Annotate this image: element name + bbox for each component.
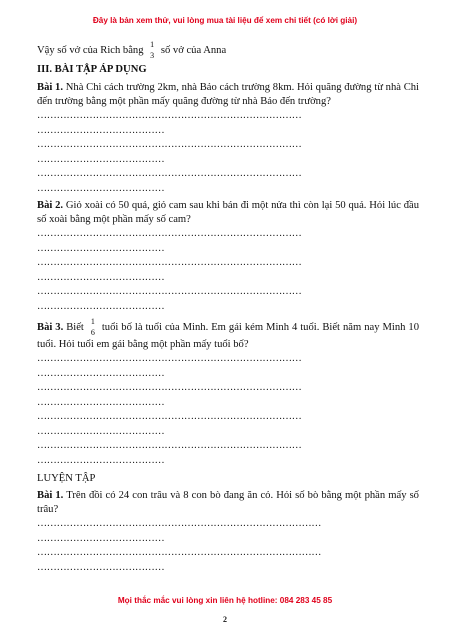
answer-line: …………………………………………………………………………… — [37, 547, 322, 558]
exercise-3-text: tuổi bố là tuổi của Minh. Em gái kém Minh 4 tuổi. Biết năm nay Minh 10 tuổi. Hỏi tuổi em gái bằng một phần mấy tuổi bố? — [37, 321, 419, 350]
answer-line: ……………………………………………………………………… — [37, 286, 302, 297]
frac-numerator: 1 — [90, 317, 95, 326]
practice-exercise-1-label: Bài 1. — [37, 490, 64, 501]
practice-heading: LUYỆN TẬP — [37, 473, 96, 484]
preview-banner: Đây là bản xem thử, vui lòng mua tài liệu để xem chi tiết (có lời giải) — [92, 16, 358, 25]
answer-line: ………………………………… — [37, 300, 165, 312]
answer-line: ………………………………… — [37, 454, 165, 466]
frac-denominator: 3 — [150, 51, 155, 60]
frac-denominator: 6 — [90, 328, 95, 337]
answer-line: ……………………………………………………………………… — [37, 168, 302, 179]
section-title: III. BÀI TẬP ÁP DỤNG — [37, 64, 147, 75]
answer-line: …………………………………………………………………………… — [37, 518, 322, 529]
exercise-3-before: Biết — [66, 321, 84, 333]
fraction-one-sixth — [91, 317, 95, 338]
answer-line: ……………………………………………………………………… — [37, 353, 302, 364]
exercise-2-text: Giỏ xoài có 50 quả, giỏ cam sau khi bán đi một nửa thì còn lại 50 quả. Hỏi lúc đầu số xoài bằng một phần mấy số cam? — [37, 200, 419, 225]
exercise-1-text: Nhà Chi cách trường 2km, nhà Bảo cách trường 8km. Hỏi quãng đường từ nhà Chi đến trường bằng một phần mấy quãng đường từ nhà Bảo đến trường? — [37, 82, 420, 107]
answer-line: ………………………………… — [37, 532, 165, 544]
answer-line: ………………………………… — [37, 182, 165, 194]
answer-line: ……………………………………………………………………… — [37, 411, 302, 422]
answer-line: ……………………………………………………………………… — [37, 257, 302, 268]
document-body — [37, 40, 419, 575]
practice-exercise-1 — [37, 489, 419, 517]
answer-lines-1 — [37, 109, 419, 196]
intro-after: số vở của Anna — [160, 44, 227, 56]
answer-line: ……………………………………………………………………… — [37, 440, 302, 451]
answer-line: ………………………………… — [37, 396, 165, 408]
answer-line: ………………………………… — [37, 153, 165, 165]
practice-exercise-1-text: Trên đồi có 24 con trâu và 8 con bò đang ăn cỏ. Hỏi số bò bằng một phần mấy số trâu? — [37, 490, 419, 515]
answer-line: ……………………………………………………………………… — [37, 228, 302, 239]
frac-numerator: 1 — [150, 40, 155, 49]
answer-line: ……………………………………………………………………… — [37, 382, 302, 393]
intro-line — [37, 40, 419, 61]
exercise-2 — [37, 199, 419, 227]
answer-line: ………………………………… — [37, 425, 165, 437]
intro-before: Vậy số vở của Rich bằng — [37, 44, 144, 56]
exercise-3 — [37, 317, 419, 352]
answer-line: ……………………………………………………………………… — [37, 110, 302, 121]
answer-lines-4 — [37, 517, 419, 575]
answer-line: ………………………………… — [37, 271, 165, 283]
answer-line: ………………………………… — [37, 367, 165, 379]
exercise-3-label: Bài 3. — [37, 321, 64, 333]
exercise-2-label: Bài 2. — [37, 200, 64, 211]
exercise-1-label: Bài 1. — [37, 82, 63, 93]
answer-line: ……………………………………………………………………… — [37, 139, 302, 150]
answer-lines-2 — [37, 227, 419, 314]
answer-line: ………………………………… — [37, 242, 165, 254]
exercise-1 — [37, 81, 419, 109]
fraction-one-third — [150, 40, 154, 61]
answer-line: ………………………………… — [37, 561, 165, 573]
answer-lines-3 — [37, 352, 419, 468]
hotline-footer: Mọi thắc mắc vui lòng xin liên hệ hotline: 084 283 45 85 — [117, 596, 333, 605]
answer-line: ………………………………… — [37, 124, 165, 136]
page-number: 2 — [223, 615, 227, 624]
